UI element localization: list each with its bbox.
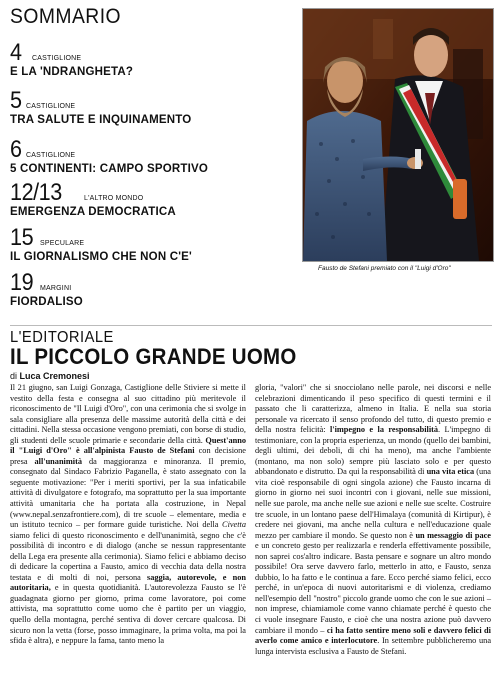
toc-item[interactable] bbox=[10, 136, 216, 175]
toc-headline: IL GIORNALISMO CHE NON C'E' bbox=[10, 249, 192, 263]
body-text: . In settembre pubblicheremo una lunga intervista esclusiva a Fausto de Stefani. bbox=[255, 636, 492, 656]
cover-photo bbox=[302, 8, 494, 262]
emphasis-text: saggia, autorevole, e non autoritaria, bbox=[10, 572, 246, 593]
editorial-byline bbox=[10, 371, 90, 381]
toc-section: CASTIGLIONE bbox=[26, 152, 76, 159]
toc-section: SPECULARE bbox=[40, 240, 85, 247]
photo-illustration bbox=[303, 9, 493, 261]
byline-author: Luca Cremonesi bbox=[19, 371, 90, 381]
emphasis-text: una vita etica bbox=[426, 467, 475, 477]
toc-page-number: 19 bbox=[10, 269, 34, 296]
toc-page-number: 6 bbox=[10, 136, 22, 163]
article-column-left bbox=[10, 383, 246, 647]
editorial-kicker: L'EDITORIALE bbox=[10, 329, 114, 346]
toc-item[interactable] bbox=[10, 179, 183, 218]
toc-headline: E LA 'NDRANGHETA? bbox=[10, 64, 134, 78]
toc-page-number: 5 bbox=[10, 87, 22, 114]
emphasis-text: ci ha fatto sentire meno soli e davvero felici di averlo come amico e interlocutore bbox=[255, 625, 491, 646]
toc-headline: EMERGENZA DEMOCRATICA bbox=[10, 204, 176, 218]
body-text: con decisione presa bbox=[10, 446, 246, 466]
toc-page-number: 12/13 bbox=[10, 179, 62, 206]
divider bbox=[10, 325, 492, 326]
toc-section: CASTIGLIONE bbox=[26, 103, 76, 110]
byline-prefix: di bbox=[10, 371, 18, 381]
emphasis-text: un messaggio di pace bbox=[415, 530, 491, 540]
body-text: siamo felici di questo riconoscimento e dell'unanimità, segno che c'è possibilità di incontro e di dialogo (anche se nessun rappresentante della Lega era presente alla cerimonia). Siamo felici e abbiamo deciso di dedicare la copertina a Fausto, amico di vecchia data della nostra testata e di molti di noi, persona bbox=[10, 530, 246, 582]
article-text-right bbox=[255, 383, 491, 657]
toc-headline: TRA SALUTE E INQUINAMENTO bbox=[10, 112, 192, 126]
toc-page-number: 4 bbox=[10, 39, 22, 66]
toc-section: L'ALTRO MONDO bbox=[84, 195, 144, 202]
body-text: e un concreto gesto per realizzarla e renderla effettivamente possibile, non saprei cos'altro indicare. Basta pensare e sognare un altro mondo possibile! Ora serve davvero farlo, metterlo in atto, e Fausto, senza dubbio, lo ha fatto e le continua a fare. Ecco perché siamo felici, ecco perché, in un'epoca di nuovi autoritarismi e di violenza, crediamo nell'esempio dell "nostro" piccolo grande uomo che con le sue azioni – non imprese, chiamiamole come vanno chiamate perché è questo che ci vuole insegnare Fausto, e cioè che una nostra azione può davvero cambiare il mondo – bbox=[255, 541, 491, 635]
toc-item[interactable] bbox=[10, 39, 138, 78]
body-text: e in questa quotidianità. L'autorevolezza Fausto se l'è guadagnata giorno per giorno, prima come lavoratore, poi come attivista, ma soprattutto come uomo che è partito per un viaggio, quello della montagna, perché sentiva di dover cercare qualcosa. Di sicuro non la vetta (forse, posso immaginare, la prima volta, ma poi la sfida è altra), e neppure la fama, tanto meno la bbox=[10, 583, 246, 646]
body-text: gloria, "valori" che si snocciolano nelle parole, nei discorsi e nelle celebrazioni dimenticando il peso specifico di questi termini e il passato che li caratterizza, almeno in Italia. E nella sua storia personale va ricercato il senso profondo del tutto, di questo premio e della nostra felicità: bbox=[255, 383, 491, 435]
emphasis-text: Quest'anno il "Luigi d'Oro" è all'alpinista Fausto de Stefani bbox=[10, 435, 246, 456]
editorial-title: IL PICCOLO GRANDE UOMO bbox=[10, 344, 297, 369]
article-text-left bbox=[10, 383, 246, 647]
toc-section: MARGINI bbox=[40, 285, 72, 292]
sommario-title: SOMMARIO bbox=[10, 5, 122, 28]
toc-headline: 5 CONTINENTI: CAMPO SPORTIVO bbox=[10, 161, 209, 175]
photo-caption: Fausto de Stefani premiato con il "Luigi d'Oro" bbox=[318, 265, 451, 272]
toc-page-number: 15 bbox=[10, 224, 34, 251]
toc-item[interactable] bbox=[10, 224, 200, 263]
toc-section: CASTIGLIONE bbox=[32, 55, 82, 62]
article-column-right bbox=[255, 383, 491, 657]
body-text: Il 21 giugno, san Luigi Gonzaga, Castiglione delle Stiviere si mette il vestito della festa e consegna al suo cittadino più meritevole il riconoscimento de "Il Luigi d'Oro", con una cerimonia che si svolge in sala consigliare alla presenza delle massime autorità della città e dei cittadini. Nella stessa occasione vengono premiati, con borse di studio, gli studenti delle scuole primarie e secondarie della città. bbox=[10, 383, 246, 445]
toc-item[interactable] bbox=[10, 87, 199, 126]
body-text: (una vita cioè responsabile di ogni singola azione) che Fausto incarna di giorno in giorno nei suoi incontri con i giovani, nelle sue missioni, nelle sue parole, ma anche nelle sue azioni e nelle sue scelte. Costruire tre scuole, in un lontano paese dell'Himalaya (comunità di Kirtipur), è credere nei giovani, ma anche nella cultura e nell'educazione quale mezzo per cambiare il mondo. Se questo non è bbox=[255, 467, 491, 540]
body-text: . L'impegno di testimoniare, con la propria esperienza, un mondo (quello dei bambini, degli ultimi, dei deboli, di chi ha meno), ma anche l'ambiente (montano, ma non solo) sempre più lasciato solo e per questo abbandonato e distrutto. Da qui la responsabilità di bbox=[255, 425, 491, 477]
body-text: da maggioranza e minoranza. Il premio, consegnato dal Sindaco Fabrizio Paganella, è stato assegnato con la seguente motivazione: "Per i meriti sportivi, per la sua infaticabile attività di divulgatore e fotografo, ma soprattutto per la sua importante attività umanitaria che ha portata alla costruzione, in Nepal (www.nepal.senzafrontiere.com), di tre scuole – elementare, media e un istituto tecnico – per formare guide turistiche. Noi della bbox=[10, 456, 246, 530]
emphasis-text: all'unanimità bbox=[34, 456, 82, 466]
toc-item[interactable] bbox=[10, 269, 86, 308]
emphasis-text: l'impegno e la responsabilità bbox=[329, 425, 439, 435]
toc-headline: FIORDALISO bbox=[10, 294, 83, 308]
body-text: Civetta bbox=[222, 520, 246, 530]
